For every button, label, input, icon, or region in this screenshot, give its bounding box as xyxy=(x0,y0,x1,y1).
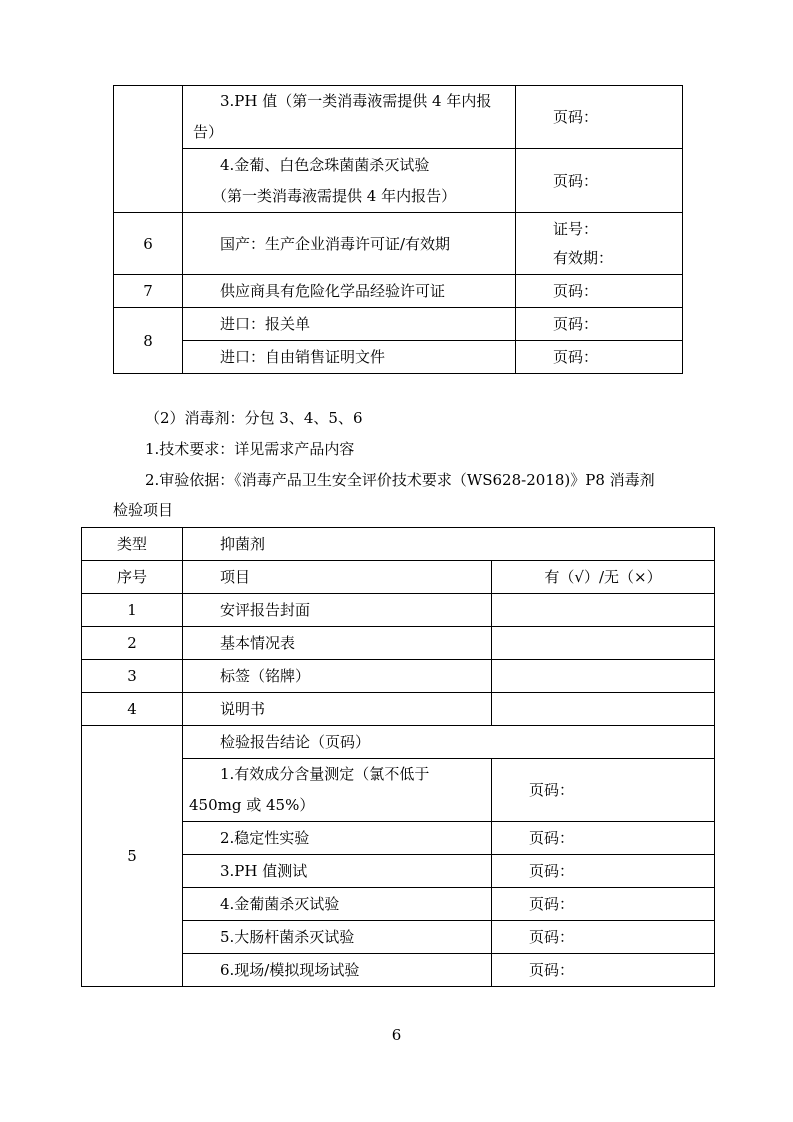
item-line-2: （第一类消毒液需提供 4 年内报告） xyxy=(212,186,457,205)
table-cell-num: 7 xyxy=(114,275,183,308)
report-conclusion-title: 检验报告结论（页码） xyxy=(183,726,715,759)
table-cell-sub-item: 2.稳定性实验 xyxy=(183,822,492,855)
table-cell-page: 页码： xyxy=(492,888,715,921)
table-cell-check xyxy=(492,594,715,627)
table-cell-empty-num xyxy=(114,86,183,213)
table-cell-check xyxy=(492,660,715,693)
table-cell-item: 安评报告封面 xyxy=(183,594,492,627)
table-cell-num: 2 xyxy=(82,627,183,660)
type-label-cell: 类型 xyxy=(82,528,183,561)
table-cell-item: 进口：自由销售证明文件 xyxy=(183,341,516,374)
table-cell-sub-item: 1.有效成分含量测定（氯不低于 450mg 或 45%） xyxy=(183,759,492,822)
table-cell-cert xyxy=(516,213,683,275)
table-cell-sub-item: 5.大肠杆菌杀灭试验 xyxy=(183,921,492,954)
cert-number-label: 证号： xyxy=(553,219,599,238)
table-cell-page: 页码： xyxy=(492,921,715,954)
valid-period-label: 有效期： xyxy=(553,248,614,267)
section-heading: （2）消毒剂：分包 3、4、5、6 xyxy=(145,409,363,427)
table-cell-item: 国产：生产企业消毒许可证/有效期 xyxy=(183,213,516,275)
tech-requirement: 1.技术要求：详见需求产品内容 xyxy=(145,440,355,458)
table-cell-page: 页码： xyxy=(516,86,683,149)
requirements-table-continued xyxy=(113,85,683,374)
header-check: 有（√）/无（×） xyxy=(492,561,715,594)
header-num: 序号 xyxy=(82,561,183,594)
table-cell-page: 页码： xyxy=(492,822,715,855)
header-item: 项目 xyxy=(183,561,492,594)
table-cell-page: 页码： xyxy=(516,308,683,341)
table-cell-check xyxy=(492,693,715,726)
table-cell-item: 进口：报关单 xyxy=(183,308,516,341)
inspection-items-table xyxy=(81,527,715,987)
audit-basis: 2.审验依据：《消毒产品卫生安全评价技术要求（WS628-2018)》P8 消毒剂 xyxy=(145,471,655,489)
table-cell-check xyxy=(492,627,715,660)
table-cell-item: 标签（铭牌） xyxy=(183,660,492,693)
table-cell-item: 基本情况表 xyxy=(183,627,492,660)
table-cell-item: 说明书 xyxy=(183,693,492,726)
page-number: 6 xyxy=(391,1026,402,1044)
table-cell-num: 6 xyxy=(114,213,183,275)
table-cell-page: 页码： xyxy=(492,954,715,987)
table-cell-page: 页码： xyxy=(492,759,715,822)
table-cell-page: 页码： xyxy=(516,149,683,213)
audit-basis-cont: 检验项目 xyxy=(113,501,174,519)
table-cell-num: 5 xyxy=(82,726,183,987)
table-cell-num: 4 xyxy=(82,693,183,726)
table-cell-sub-item: 6.现场/模拟现场试验 xyxy=(183,954,492,987)
table-cell-page: 页码： xyxy=(516,341,683,374)
table-cell-sub-item: 4.金葡菌杀灭试验 xyxy=(183,888,492,921)
table-cell-sub-item: 3.PH 值测试 xyxy=(183,855,492,888)
table-cell-page: 页码： xyxy=(516,275,683,308)
table-cell-page: 页码： xyxy=(492,855,715,888)
table-cell-num: 8 xyxy=(114,308,183,374)
type-value-cell: 抑菌剂 xyxy=(183,528,715,561)
item-line-1: 4.金葡、白色念珠菌菌杀灭试验 xyxy=(220,155,430,174)
table-cell-item xyxy=(183,149,516,213)
table-cell-item: 供应商具有危险化学品经验许可证 xyxy=(183,275,516,308)
table-cell-item: 3.PH 值（第一类消毒液需提供 4 年内报告） xyxy=(183,86,516,149)
table-cell-num: 3 xyxy=(82,660,183,693)
table-cell-num: 1 xyxy=(82,594,183,627)
